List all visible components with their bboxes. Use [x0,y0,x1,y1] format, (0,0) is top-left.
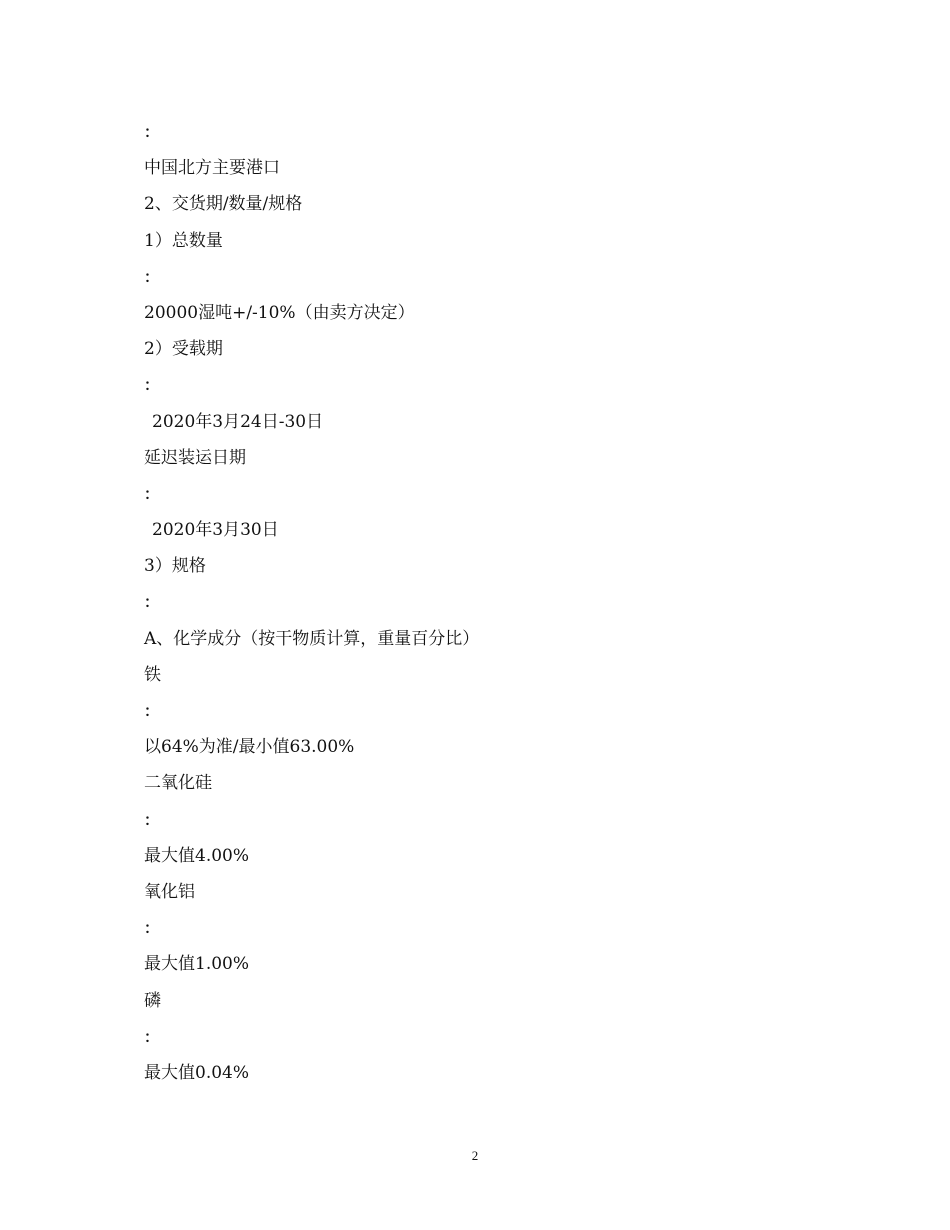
alumina-label: 氧化铝 [144,881,195,902]
phosphorus-label: 磷 [144,990,161,1011]
colon-line: ： [144,484,160,503]
colon-line: ： [144,123,160,141]
alumina-value: 最大值1.00% [144,954,250,975]
iron-value: 以64%为准/最小值63.00% [144,737,355,758]
page-number: 2 [471,1148,479,1163]
loading-period-value: 2020年3月24日-30日 [152,411,324,432]
delayed-shipment-label: 延迟装运日期 [144,447,246,468]
phosphorus-value: 最大值0.04% [144,1062,250,1083]
document-body [144,114,824,1091]
iron-label: 铁 [144,664,161,685]
chemical-composition-heading: A、化学成分（按干物质计算，重量百分比） [144,628,480,649]
subheading-specification: 3）规格 [144,556,206,577]
subheading-total-quantity: 1）总数量 [144,230,223,251]
colon-line: ： [144,702,160,720]
subheading-loading-period: 2）受载期 [144,339,223,360]
colon-line: ： [144,1027,160,1046]
colon-line: ： [144,376,160,395]
delayed-shipment-value: 2020年3月30日 [152,520,279,541]
section-heading-delivery: 2、交货期/数量/规格 [144,194,303,215]
port-line: 中国北方主要港口 [144,158,280,179]
silica-value: 最大值4.00% [144,845,250,866]
colon-line: ： [144,593,160,612]
colon-line: ： [144,267,160,286]
colon-line: ： [144,810,160,829]
silica-label: 二氧化硅 [144,773,212,794]
colon-line: ： [144,919,160,938]
quantity-value: 20000湿吨+/-10%（由卖方决定） [144,302,415,323]
